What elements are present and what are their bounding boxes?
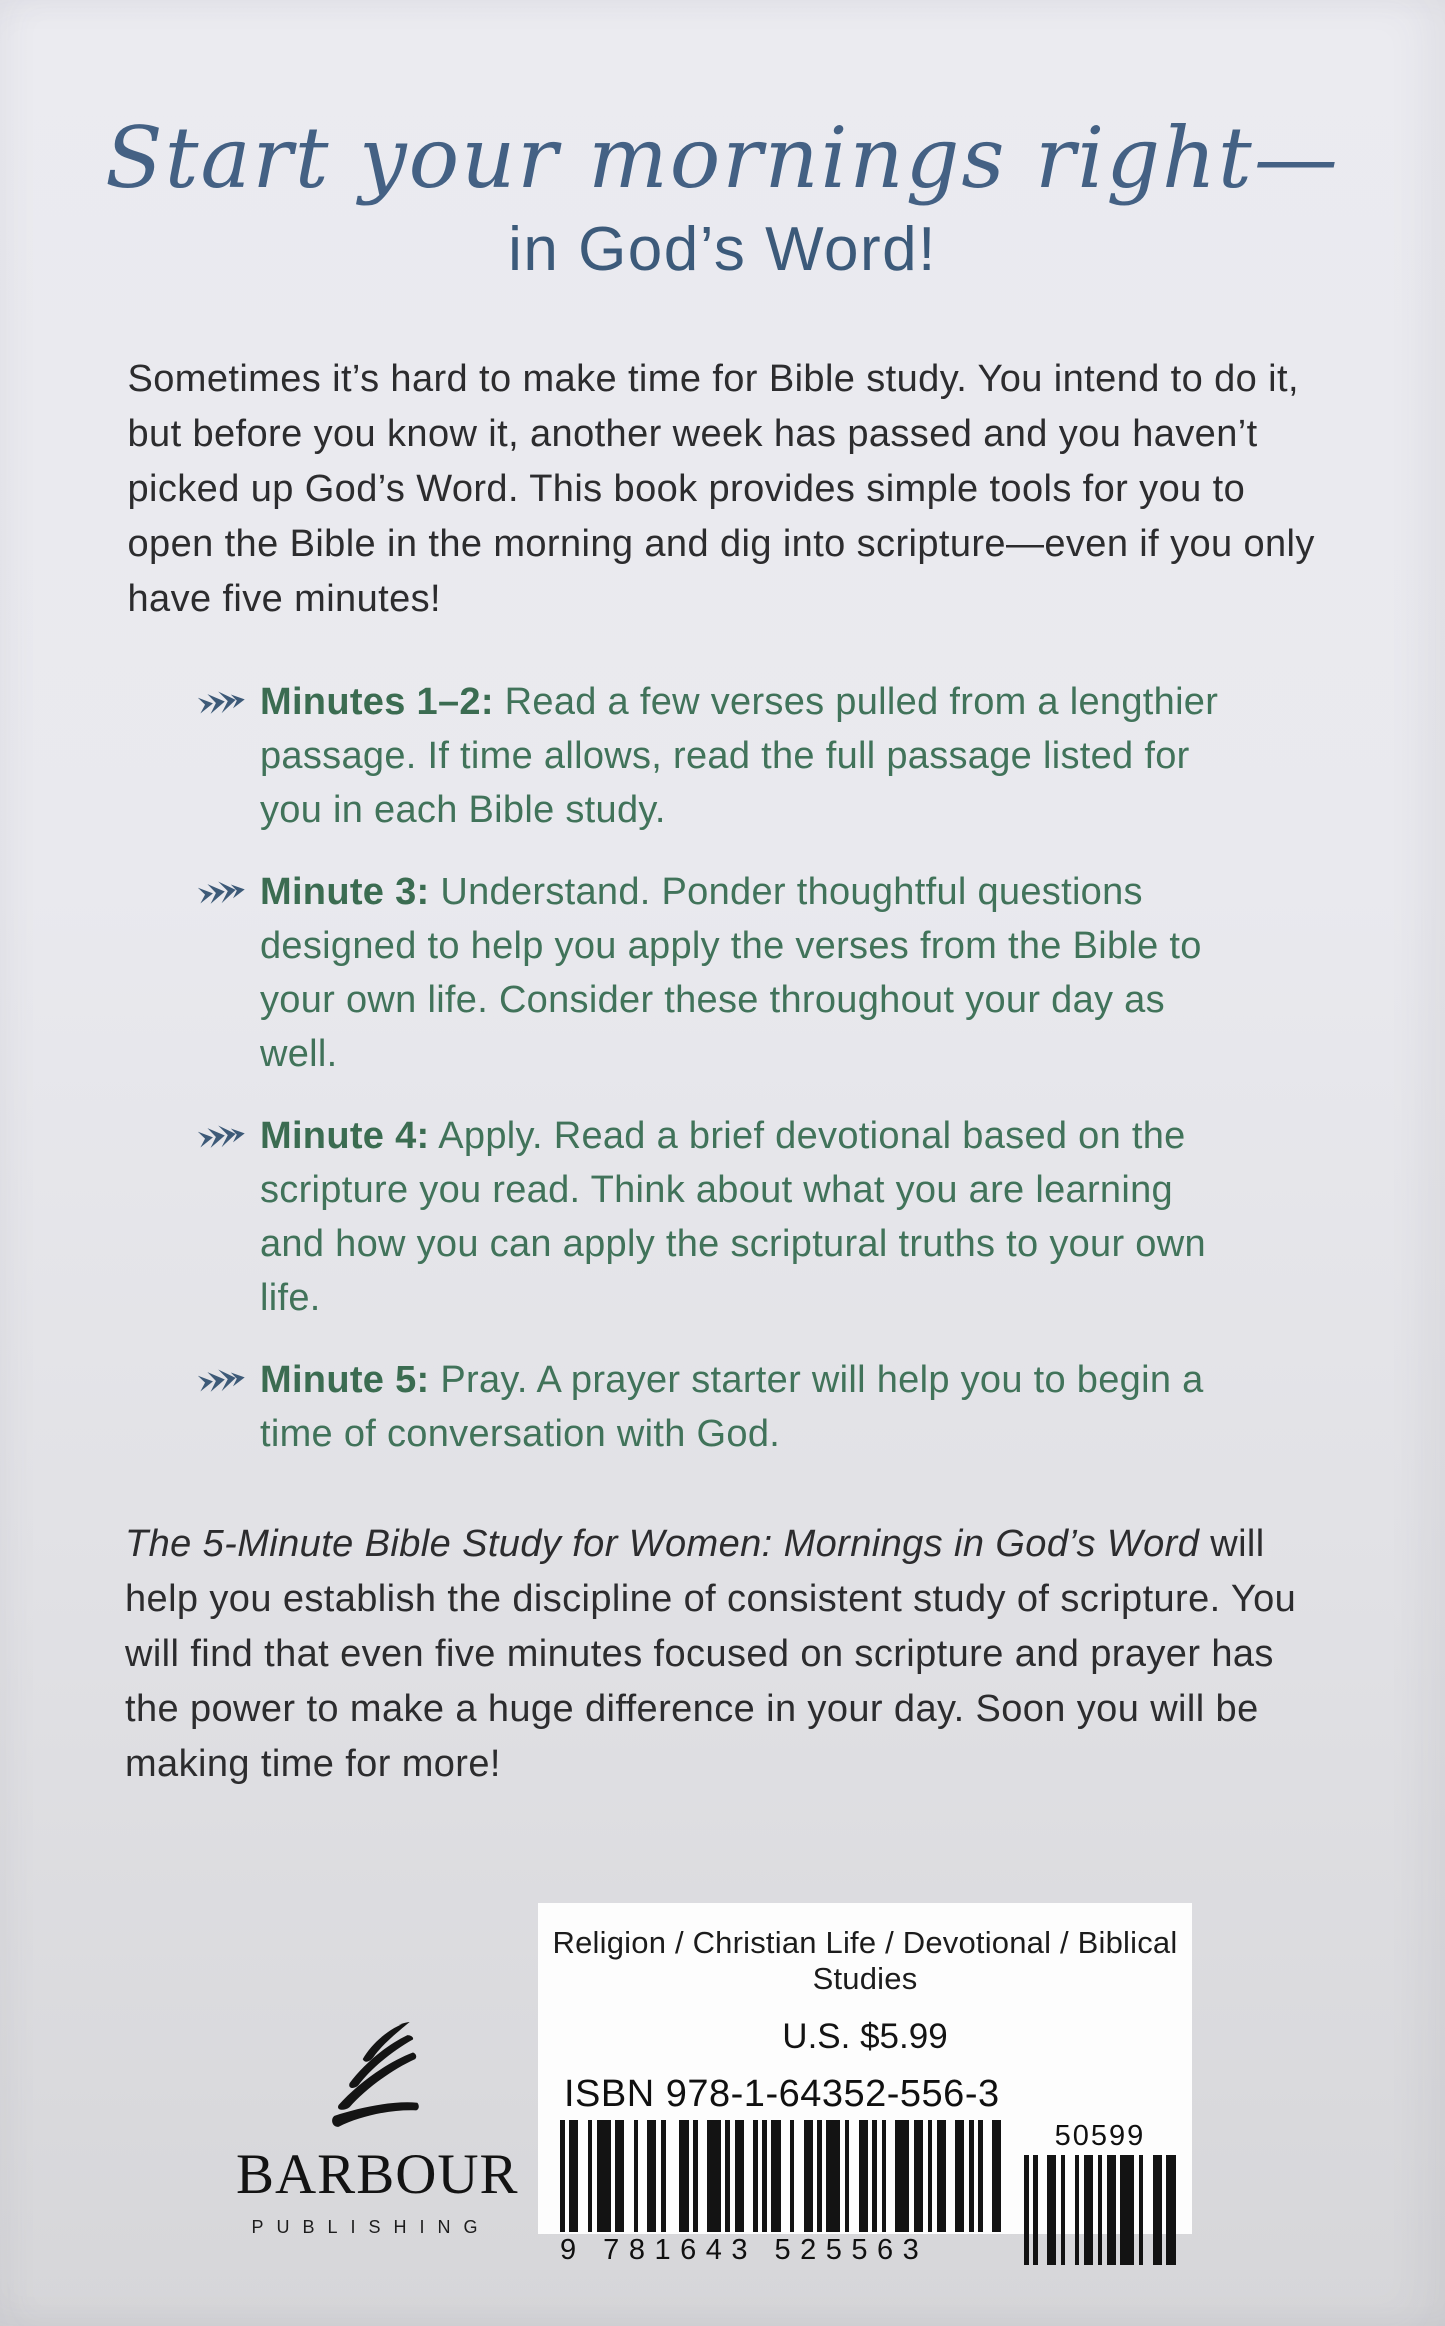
price-barcode-bars [1024, 2155, 1176, 2265]
ean-barcode-bars [560, 2120, 984, 2232]
fletched-arrow-icon [198, 879, 246, 912]
step-text: Minute 4: Apply. Read a brief devotional based on the scripture you read. Think about what you are learning and how you can apply the scriptural truths to your own life. [260, 1114, 1206, 1319]
retail-label-box [538, 1903, 1192, 2266]
closing-text: will help you establish the discipline of consistent study of scripture. You will find that even five minutes focused on scripture and prayer has the power to make a huge difference in your day. Soon you will be making time for more! [125, 1522, 1297, 1785]
step-label: Minute 3: [260, 870, 430, 913]
tagline-script: Start your mornings right— [105, 109, 1340, 207]
step-label: Minute 4: [260, 1114, 430, 1157]
ean-barcode [560, 2120, 984, 2267]
step-text: Minutes 1–2: Read a few verses pulled from a lengthier passage. If time allows, read the full passage listed for you in each Bible study. [260, 680, 1219, 831]
intro-paragraph: Sometimes it’s hard to make time for Bible study. You intend to do it, but before you know it, another week has passed and you haven’t picked up God’s Word. This book provides simple tools for you to open the Bible in the morning and dig into scripture—even if you only have five minutes! [127, 357, 1315, 620]
category-line: Religion / Christian Life / Devotional / Biblical Studies [552, 1925, 1178, 1996]
list-item [198, 1109, 1248, 1325]
price-barcode-digits: 50599 [1054, 2120, 1146, 2152]
ean-barcode-digits: 9 781643 525563 [560, 2234, 929, 2266]
fletched-arrow-icon [198, 1123, 246, 1156]
step-text: Minute 5: Pray. A prayer starter will help you to begin a time of conversation with God. [260, 1358, 1204, 1455]
tagline-subline: in God’s Word! [508, 215, 937, 285]
list-item [198, 865, 1248, 1081]
publisher-name: BARBOUR [236, 2143, 519, 2206]
step-label: Minutes 1–2: [260, 680, 494, 723]
barbour-logo-icon [302, 2022, 430, 2142]
book-title: The 5-Minute Bible Study for Women: Mornings in God’s Word [125, 1522, 1200, 1565]
barcode-row [560, 2120, 1192, 2267]
publisher-subtitle: PUBLISHING [251, 2217, 491, 2237]
isbn-text: ISBN 978-1-64352-556-3 [564, 2073, 1000, 2115]
step-label: Minute 5: [260, 1358, 430, 1401]
fletched-arrow-icon [198, 1367, 246, 1400]
fletched-arrow-icon [198, 689, 246, 722]
minute-steps-list [198, 675, 1248, 1461]
closing-paragraph [125, 1517, 1320, 1792]
list-item [198, 1353, 1248, 1461]
price-barcode [1024, 2120, 1176, 2265]
price-text: U.S. $5.99 [782, 2017, 948, 2056]
step-text: Minute 3: Understand. Ponder thoughtful questions designed to help you apply the verses from the Bible to your own life. Consider these throughout your day as well. [260, 870, 1202, 1075]
list-item [198, 675, 1248, 837]
publisher-logo [236, 2022, 519, 2238]
